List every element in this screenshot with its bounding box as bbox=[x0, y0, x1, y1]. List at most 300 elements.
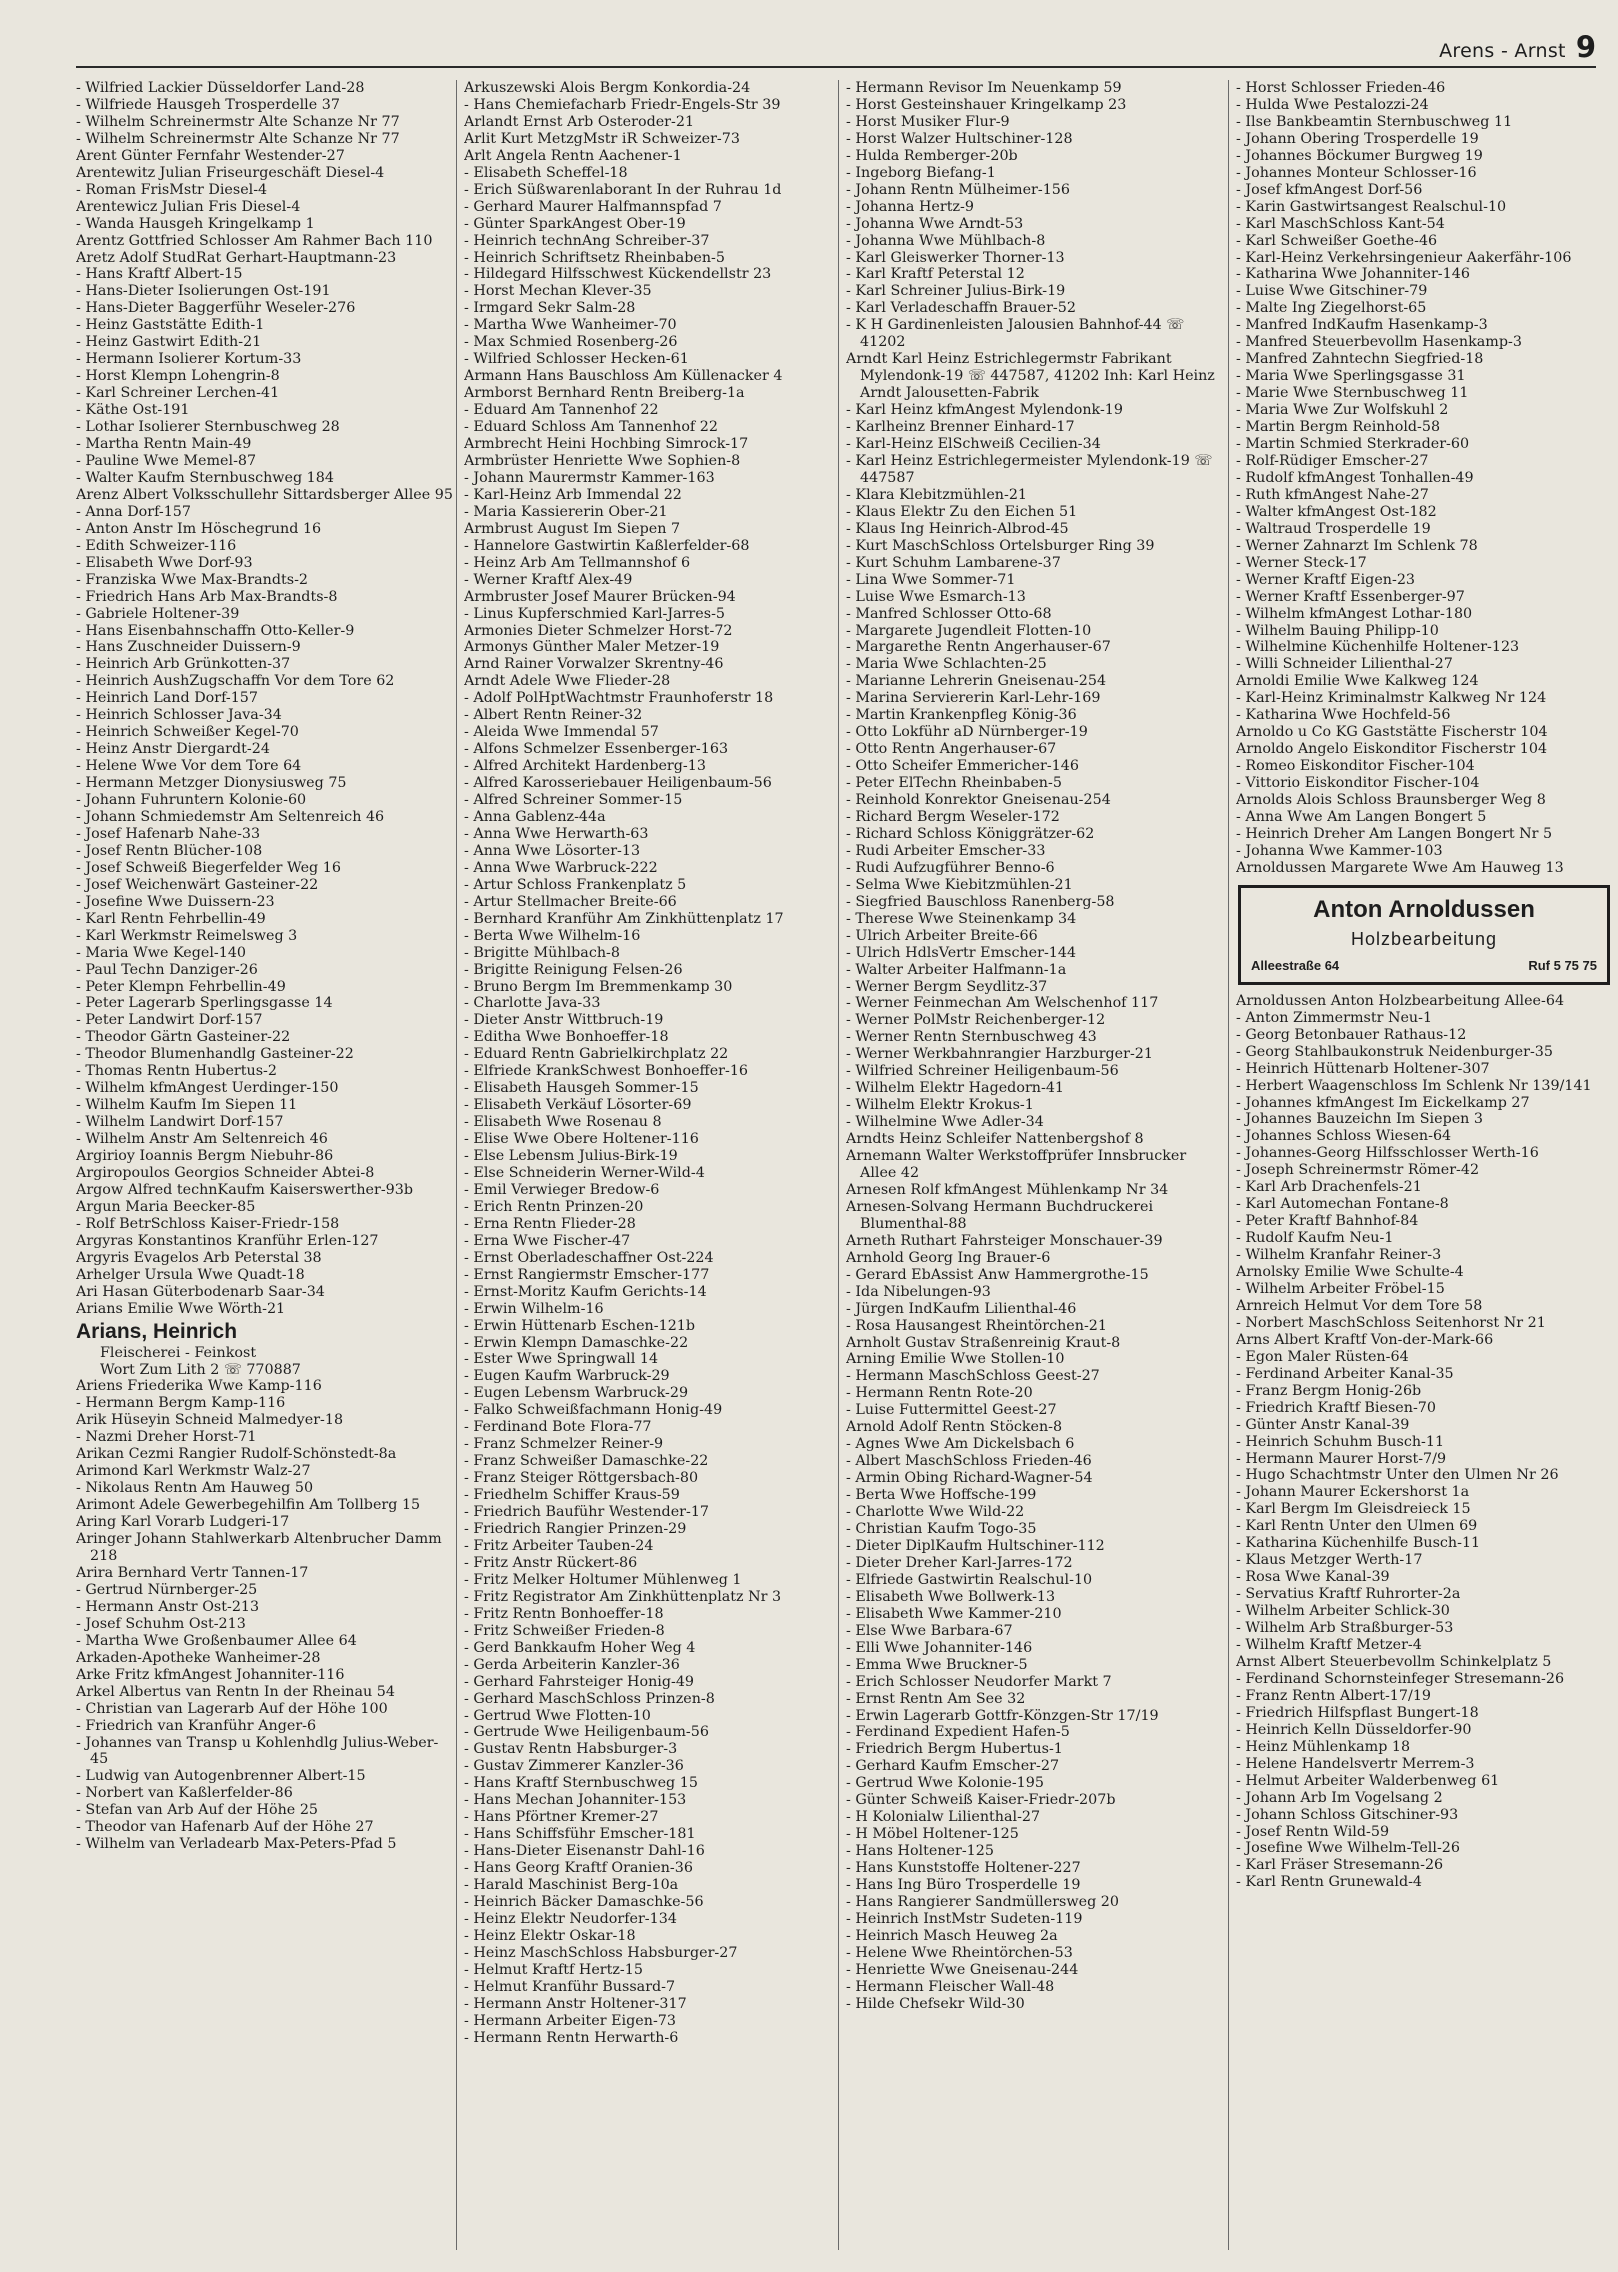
directory-subentry: - Elisabeth Wwe Rosenau 8 bbox=[464, 1114, 844, 1131]
directory-subentry: - Otto Lokführ aD Nürnberger-19 bbox=[846, 724, 1226, 741]
directory-subentry: - Heinrich Hüttenarb Holtener-307 bbox=[1236, 1061, 1616, 1078]
directory-subentry: - Heinz Anstr Diergardt-24 bbox=[76, 741, 456, 758]
directory-subentry: - Günter Schweiß Kaiser-Friedr-207b bbox=[846, 1792, 1226, 1809]
directory-subentry: - Martin Schmied Sterkrader-60 bbox=[1236, 436, 1616, 453]
directory-subentry: - Hildegard Hilfsschwest Kückendellstr 23 bbox=[464, 266, 844, 283]
directory-subentry: - Heinz MaschSchloss Habsburger-27 bbox=[464, 1945, 844, 1962]
directory-subentry: - Wilhelm van Verladearb Max-Peters-Pfad 5 bbox=[76, 1836, 456, 1853]
directory-subentry: - Josef Rentn Wild-59 bbox=[1236, 1824, 1616, 1841]
directory-subentry: - Johanna Wwe Arndt-53 bbox=[846, 216, 1226, 233]
directory-subentry: - Friedrich Hilfspflast Bungert-18 bbox=[1236, 1705, 1616, 1722]
directory-subentry: - Heinz Gastwirt Edith-21 bbox=[76, 334, 456, 351]
directory-subentry: - Karl Heinz kfmAngest Mylendonk-19 bbox=[846, 402, 1226, 419]
directory-subentry: - Wilhelm Schreinermstr Alte Schanze Nr 77 bbox=[76, 131, 456, 148]
directory-subentry: - Hans-Dieter Eisenanstr Dahl-16 bbox=[464, 1843, 844, 1860]
directory-subentry: - Johann Schloss Gitschiner-93 bbox=[1236, 1807, 1616, 1824]
directory-subentry: - Maria Kassiererin Ober-21 bbox=[464, 504, 844, 521]
directory-subentry: - Ulrich Arbeiter Breite-66 bbox=[846, 928, 1226, 945]
directory-subentry: - Edith Schweizer-116 bbox=[76, 538, 456, 555]
directory-subentry: - Johannes Böckumer Burgweg 19 bbox=[1236, 148, 1616, 165]
directory-subentry: - Gustav Rentn Habsburger-3 bbox=[464, 1741, 844, 1758]
directory-subentry: - Johann Fuhruntern Kolonie-60 bbox=[76, 792, 456, 809]
directory-subentry: - Else Wwe Barbara-67 bbox=[846, 1623, 1226, 1640]
directory-subentry: - Servatius Kraftf Ruhrorter-2a bbox=[1236, 1586, 1616, 1603]
directory-subentry: - Günter SparkAngest Ober-19 bbox=[464, 216, 844, 233]
directory-subentry: - Gertrud Nürnberger-25 bbox=[76, 1582, 456, 1599]
directory-subentry: - Hans Chemiefacharb Friedr-Engels-Str 39 bbox=[464, 97, 844, 114]
directory-subentry: - Heinrich InstMstr Sudeten-119 bbox=[846, 1911, 1226, 1928]
directory-subentry: - Armin Obing Richard-Wagner-54 bbox=[846, 1470, 1226, 1487]
directory-subentry: - Gabriele Holtener-39 bbox=[76, 606, 456, 623]
directory-subentry: - Maria Wwe Zur Wolfskuhl 2 bbox=[1236, 402, 1616, 419]
ad-subtitle: Holzbearbeitung bbox=[1350, 928, 1498, 949]
directory-subentry: - Friedrich Kraftf Biesen-70 bbox=[1236, 1400, 1616, 1417]
directory-subentry: - Ernst-Moritz Kaufm Gerichts-14 bbox=[464, 1284, 844, 1301]
directory-subentry: - Hans Schiffsführ Emscher-181 bbox=[464, 1826, 844, 1843]
directory-entry: Arnolsky Emilie Wwe Schulte-4 bbox=[1236, 1264, 1464, 1281]
directory-subentry: - Karlheinz Brenner Einhard-17 bbox=[846, 419, 1226, 436]
directory-subentry: - Lothar Isolierer Sternbuschweg 28 bbox=[76, 419, 456, 436]
directory-entry: Arns Albert Kraftf Von-der-Mark-66 bbox=[1236, 1331, 1494, 1348]
directory-entry: Arira Bernhard Vertr Tannen-17 bbox=[76, 1564, 309, 1581]
directory-subentry: - Margarete Jugendleit Flotten-10 bbox=[846, 623, 1226, 640]
directory-subentry: - Horst Musiker Flur-9 bbox=[846, 114, 1226, 131]
directory-subentry: - Therese Wwe Steinenkamp 34 bbox=[846, 911, 1226, 928]
directory-column-4 bbox=[1236, 80, 1616, 2260]
directory-entry: Arndts Heinz Schleifer Nattenbergshof 8 bbox=[846, 1131, 1144, 1148]
directory-subentry: - Johannes Monteur Schlosser-16 bbox=[1236, 165, 1616, 182]
directory-subentry: - Agnes Wwe Am Dickelsbach 6 bbox=[846, 1436, 1226, 1453]
directory-subentry: - Josef kfmAngest Dorf-56 bbox=[1236, 182, 1616, 199]
directory-subentry: - Harald Maschinist Berg-10a bbox=[464, 1877, 844, 1894]
directory-subentry: - Friedrich Rangier Prinzen-29 bbox=[464, 1521, 844, 1538]
directory-subentry: - Luise Futtermittel Geest-27 bbox=[846, 1402, 1226, 1419]
directory-subentry: - Wilhelm kfmAngest Uerdinger-150 bbox=[76, 1080, 456, 1097]
directory-entry: Arke Fritz kfmAngest Johanniter-116 bbox=[76, 1666, 345, 1683]
directory-subentry: - Christian van Lagerarb Auf der Höhe 100 bbox=[76, 1701, 456, 1718]
directory-subentry: - Josefine Wwe Duissern-23 bbox=[76, 894, 456, 911]
advertisement-box bbox=[1238, 885, 1610, 985]
directory-entry: Argyris Evagelos Arb Peterstal 38 bbox=[76, 1249, 322, 1266]
directory-subentry: - Wilhelm Elektr Krokus-1 bbox=[846, 1097, 1226, 1114]
directory-subentry: - Johann Obering Trosperdelle 19 bbox=[1236, 131, 1616, 148]
directory-subentry: - Irmgard Sekr Salm-28 bbox=[464, 300, 844, 317]
directory-subentry: - Karl Schreiner Julius-Birk-19 bbox=[846, 283, 1226, 300]
directory-entry: Arnholt Gustav Straßenreinig Kraut-8 bbox=[846, 1334, 1121, 1351]
directory-subentry: - Georg Betonbauer Rathaus-12 bbox=[1236, 1027, 1616, 1044]
directory-subentry: - K H Gardinenleisten Jalousien Bahnhof-44 ☏ 41202 bbox=[846, 317, 1226, 351]
directory-subentry: - Karl Gleiswerker Thorner-13 bbox=[846, 250, 1226, 267]
directory-subentry: - Martin Bergm Reinhold-58 bbox=[1236, 419, 1616, 436]
directory-subentry: - Johann Arb Im Vogelsang 2 bbox=[1236, 1790, 1616, 1807]
directory-subentry: - Gerhard Kaufm Emscher-27 bbox=[846, 1758, 1226, 1775]
directory-subentry: - Thomas Rentn Hubertus-2 bbox=[76, 1063, 456, 1080]
directory-subentry: - Malte Ing Ziegelhorst-65 bbox=[1236, 300, 1616, 317]
directory-entry: Arndt Karl Heinz Estrichlegermstr Fabrikant Mylendonk-19 ☏ 447587, 41202 Inh: Karl Heinz Arndt Jalousetten-Fabrik bbox=[846, 351, 1220, 402]
directory-subentry: - Elisabeth Hausgeh Sommer-15 bbox=[464, 1080, 844, 1097]
directory-subentry: - Martin Krankenpfleg König-36 bbox=[846, 707, 1226, 724]
directory-subentry: - Norbert MaschSchloss Seitenhorst Nr 21 bbox=[1236, 1315, 1616, 1332]
directory-subentry: - Joseph Schreinermstr Römer-42 bbox=[1236, 1162, 1616, 1179]
directory-subentry: - Ludwig van Autogenbrenner Albert-15 bbox=[76, 1768, 456, 1785]
directory-subentry: - Hans Kunststoffe Holtener-227 bbox=[846, 1860, 1226, 1877]
directory-subentry: - Ferdinand Schornsteinfeger Stresemann-26 bbox=[1236, 1671, 1616, 1688]
directory-subentry: - Karl Bergm Im Gleisdreieck 15 bbox=[1236, 1501, 1616, 1518]
directory-subentry: - Heinrich Masch Heuweg 2a bbox=[846, 1928, 1226, 1945]
ad-address: Alleestraße 64 bbox=[1251, 957, 1340, 973]
directory-subentry: - Roman FrisMstr Diesel-4 bbox=[76, 182, 456, 199]
directory-subentry: - Hannelore Gastwirtin Kaßlerfelder-68 bbox=[464, 538, 844, 555]
directory-subentry: - Gerhard Maurer Halfmannspfad 7 bbox=[464, 199, 844, 216]
directory-subentry: - Heinrich technAng Schreiber-37 bbox=[464, 233, 844, 250]
directory-subentry: - Peter ElTechn Rheinbaben-5 bbox=[846, 775, 1226, 792]
directory-subentry: - H Möbel Holtener-125 bbox=[846, 1826, 1226, 1843]
directory-subentry: - Werner Rentn Sternbuschweg 43 bbox=[846, 1029, 1226, 1046]
directory-subentry: - Bruno Bergm Im Bremmenkamp 30 bbox=[464, 979, 844, 996]
directory-subentry: - Horst Mechan Klever-35 bbox=[464, 283, 844, 300]
directory-subentry: - Hans Ing Büro Trosperdelle 19 bbox=[846, 1877, 1226, 1894]
directory-subentry: - Elli Wwe Johanniter-146 bbox=[846, 1640, 1226, 1657]
directory-subentry: - Peter Lagerarb Sperlingsgasse 14 bbox=[76, 995, 456, 1012]
directory-subentry: - Christian Kaufm Togo-35 bbox=[846, 1521, 1226, 1538]
column-divider bbox=[838, 80, 839, 2250]
directory-subentry: - Hermann Fleischer Wall-48 bbox=[846, 1979, 1226, 1996]
directory-subentry: - Albert MaschSchloss Frieden-46 bbox=[846, 1453, 1226, 1470]
directory-subentry: - Anton Anstr Im Höschegrund 16 bbox=[76, 521, 456, 538]
directory-subentry: - Peter Kraftf Bahnhof-84 bbox=[1236, 1213, 1616, 1230]
ad-phone: Ruf 5 75 75 bbox=[1528, 957, 1597, 973]
directory-subentry: - Ferdinand Expedient Hafen-5 bbox=[846, 1724, 1226, 1741]
directory-subentry: - Egon Maler Rüsten-64 bbox=[1236, 1349, 1616, 1366]
directory-subentry: - Anna Wwe Herwarth-63 bbox=[464, 826, 844, 843]
directory-entry: Aring Karl Vorarb Ludgeri-17 bbox=[76, 1514, 290, 1531]
directory-subentry: - Karl Arb Drachenfels-21 bbox=[1236, 1179, 1616, 1196]
directory-entry: Arning Emilie Wwe Stollen-10 bbox=[846, 1351, 1065, 1368]
directory-subentry: - Falko Schweißfachmann Honig-49 bbox=[464, 1402, 844, 1419]
directory-subentry: - Karl-Heinz Verkehrsingenieur Aakerfähr-106 bbox=[1236, 250, 1616, 267]
directory-subentry: - Alfred Karosseriebauer Heiligenbaum-56 bbox=[464, 775, 844, 792]
directory-subentry: - Luise Wwe Esmarch-13 bbox=[846, 589, 1226, 606]
directory-subentry: - Emma Wwe Bruckner-5 bbox=[846, 1657, 1226, 1674]
directory-subentry: - Brigitte Reinigung Felsen-26 bbox=[464, 962, 844, 979]
directory-subentry: - Werner Kraftf Alex-49 bbox=[464, 572, 844, 589]
directory-subentry: - Rudi Arbeiter Emscher-33 bbox=[846, 843, 1226, 860]
directory-subentry: - Werner Kraftf Essenberger-97 bbox=[1236, 589, 1616, 606]
directory-subentry: - Karl-Heinz Kriminalmstr Kalkweg Nr 124 bbox=[1236, 690, 1616, 707]
directory-subentry: - Karin Gastwirtsangest Realschul-10 bbox=[1236, 199, 1616, 216]
directory-subentry: - Anna Wwe Warbruck-222 bbox=[464, 860, 844, 877]
directory-subentry: - Johannes Schloss Wiesen-64 bbox=[1236, 1128, 1616, 1145]
directory-subentry: - Nazmi Dreher Horst-71 bbox=[76, 1429, 456, 1446]
directory-subentry: - Käthe Ost-191 bbox=[76, 402, 456, 419]
directory-subentry: - Gerhard Fahrsteiger Honig-49 bbox=[464, 1674, 844, 1691]
directory-subentry: - Johannes van Transp u Kohlenhdlg Julius-Weber-45 bbox=[76, 1735, 456, 1769]
directory-subentry: - Martha Wwe Großenbaumer Allee 64 bbox=[76, 1633, 456, 1650]
directory-subentry: - Heinrich Dreher Am Langen Bongert Nr 5 bbox=[1236, 826, 1616, 843]
directory-subentry: - Hermann Bergm Kamp-116 bbox=[76, 1395, 456, 1412]
directory-subentry: - Erwin Hüttenarb Eschen-121b bbox=[464, 1318, 844, 1335]
directory-entry: Arnesen Rolf kfmAngest Mühlenkamp Nr 34 bbox=[846, 1181, 1169, 1198]
directory-subentry: - Helmut Kraftf Hertz-15 bbox=[464, 1962, 844, 1979]
directory-subentry: - Hermann MaschSchloss Geest-27 bbox=[846, 1368, 1226, 1385]
directory-subentry: - Wilhelm Arbeiter Schlick-30 bbox=[1236, 1603, 1616, 1620]
directory-subentry: - Gerhard MaschSchloss Prinzen-8 bbox=[464, 1691, 844, 1708]
directory-subentry: - Hans Mechan Johanniter-153 bbox=[464, 1792, 844, 1809]
directory-subentry: - Elisabeth Verkäuf Lösorter-69 bbox=[464, 1097, 844, 1114]
directory-subentry: - Elfriede KrankSchwest Bonhoeffer-16 bbox=[464, 1063, 844, 1080]
directory-subentry: - Martha Wwe Wanheimer-70 bbox=[464, 317, 844, 334]
directory-entry: Arnoldo Angelo Eiskonditor Fischerstr 104 bbox=[1236, 741, 1548, 758]
directory-subentry: - Wilhelm Kranfahr Reiner-3 bbox=[1236, 1247, 1616, 1264]
directory-subentry: - Waltraud Trosperdelle 19 bbox=[1236, 521, 1616, 538]
directory-subentry: - Brigitte Mühlbach-8 bbox=[464, 945, 844, 962]
directory-subentry: - Rudi Aufzugführer Benno-6 bbox=[846, 860, 1226, 877]
directory-subentry: - Heinrich Schriftsetz Rheinbaben-5 bbox=[464, 250, 844, 267]
directory-subentry: - Wilhelm kfmAngest Lothar-180 bbox=[1236, 606, 1616, 623]
directory-subentry: - Wilhelmine Küchenhilfe Holtener-123 bbox=[1236, 639, 1616, 656]
directory-subentry: - Dieter DiplKaufm Hultschiner-112 bbox=[846, 1538, 1226, 1555]
directory-subentry: - Norbert van Kaßlerfelder-86 bbox=[76, 1785, 456, 1802]
directory-entry: Argow Alfred technKaufm Kaiserswerther-93b bbox=[76, 1181, 414, 1198]
directory-entry: Aringer Johann Stahlwerkarb Altenbrucher Damm 218 bbox=[76, 1531, 447, 1565]
directory-entry: Arnhold Georg Ing Brauer-6 bbox=[846, 1249, 1051, 1266]
directory-entry: Ariens Friederika Wwe Kamp-116 bbox=[76, 1378, 322, 1395]
directory-entry: Argiropoulos Georgios Schneider Abtei-8 bbox=[76, 1165, 375, 1181]
directory-subentry: - Werner PolMstr Reichenberger-12 bbox=[846, 1012, 1226, 1029]
directory-subentry: - Hans Pförtner Kremer-27 bbox=[464, 1809, 844, 1826]
directory-subentry: - Wilfried Lackier Düsseldorfer Land-28 bbox=[76, 80, 456, 97]
directory-subentry: - Wilhelm Anstr Am Seltenreich 46 bbox=[76, 1131, 456, 1148]
directory-entry: Arlit Kurt MetzgMstr iR Schweizer-73 bbox=[464, 130, 740, 147]
directory-entry: Arentewitz Julian Friseurgeschäft Diesel-4 bbox=[76, 164, 385, 181]
directory-subentry: - Hans-Dieter Baggerführ Weseler-276 bbox=[76, 300, 456, 317]
directory-subentry: - Manfred IndKaufm Hasenkamp-3 bbox=[1236, 317, 1616, 334]
directory-subentry: - Eduard Schloss Am Tannenhof 22 bbox=[464, 419, 844, 436]
directory-subentry: - Otto Scheifer Emmericher-146 bbox=[846, 758, 1226, 775]
directory-subentry: - Ferdinand Bote Flora-77 bbox=[464, 1419, 844, 1436]
directory-subentry: - Katharina Wwe Hochfeld-56 bbox=[1236, 707, 1616, 724]
directory-subentry: - Gertrud Wwe Flotten-10 bbox=[464, 1708, 844, 1725]
directory-subentry: - Henriette Wwe Gneisenau-244 bbox=[846, 1962, 1226, 1979]
directory-subentry: - Max Schmied Rosenberg-26 bbox=[464, 334, 844, 351]
directory-subentry: - Artur Stellmacher Breite-66 bbox=[464, 894, 844, 911]
directory-subentry: - Siegfried Bauschloss Ranenberg-58 bbox=[846, 894, 1226, 911]
directory-subentry: - Heinz Arb Am Tellmannshof 6 bbox=[464, 555, 844, 572]
directory-entry: Wort Zum Lith 2 ☏ 770887 bbox=[100, 1361, 301, 1378]
directory-subentry: - Hermann Isolierer Kortum-33 bbox=[76, 351, 456, 368]
directory-subentry: - Theodor Blumenhandlg Gasteiner-22 bbox=[76, 1046, 456, 1063]
directory-subentry: - Erwin Lagerarb Gottfr-Könzgen-Str 17/19 bbox=[846, 1708, 1226, 1725]
directory-subentry: - Wilfried Schreiner Heiligenbaum-56 bbox=[846, 1063, 1226, 1080]
directory-subentry: - Berta Wwe Hoffsche-199 bbox=[846, 1487, 1226, 1504]
directory-subentry: - Johanna Hertz-9 bbox=[846, 199, 1226, 216]
directory-subentry: - Klaus Elektr Zu den Eichen 51 bbox=[846, 504, 1226, 521]
directory-subentry: - Erna Rentn Flieder-28 bbox=[464, 1216, 844, 1233]
directory-subentry: - Maria Wwe Kegel-140 bbox=[76, 945, 456, 962]
directory-subentry: - Artur Schloss Frankenplatz 5 bbox=[464, 877, 844, 894]
directory-subentry: - Anna Dorf-157 bbox=[76, 504, 456, 521]
directory-column-1 bbox=[76, 80, 456, 2260]
directory-subentry: - Ernst Rentn Am See 32 bbox=[846, 1691, 1226, 1708]
directory-entry: Ari Hasan Güterbodenarb Saar-34 bbox=[76, 1283, 325, 1300]
directory-subentry: - Gerda Arbeiterin Kanzler-36 bbox=[464, 1657, 844, 1674]
directory-entry: Arnoldo u Co KG Gaststätte Fischerstr 104 bbox=[1236, 724, 1548, 741]
directory-subentry: - Margarethe Rentn Angerhauser-67 bbox=[846, 639, 1226, 656]
directory-subentry: - Ferdinand Arbeiter Kanal-35 bbox=[1236, 1366, 1616, 1383]
directory-subentry: - Wilhelm Landwirt Dorf-157 bbox=[76, 1114, 456, 1131]
directory-subentry: - Karl Fräser Stresemann-26 bbox=[1236, 1857, 1616, 1874]
directory-subentry: - Franz Bergm Honig-26b bbox=[1236, 1383, 1616, 1400]
directory-subentry: - Helene Wwe Rheintörchen-53 bbox=[846, 1945, 1226, 1962]
directory-entry: Armbruster Josef Maurer Brücken-94 bbox=[464, 588, 736, 605]
directory-subentry: - Karl Rentn Fehrbellin-49 bbox=[76, 911, 456, 928]
directory-subentry: - Hermann Revisor Im Neuenkamp 59 bbox=[846, 80, 1226, 97]
directory-subentry: - Werner Steck-17 bbox=[1236, 555, 1616, 572]
directory-entry: Arentewicz Julian Fris Diesel-4 bbox=[76, 198, 301, 215]
directory-subentry: - Heinrich Bäcker Damaschke-56 bbox=[464, 1894, 844, 1911]
directory-entry: Armborst Bernhard Rentn Breiberg-1a bbox=[464, 385, 745, 402]
directory-subentry: - Alfons Schmelzer Essenberger-163 bbox=[464, 741, 844, 758]
directory-subentry: - Katharina Küchenhilfe Busch-11 bbox=[1236, 1535, 1616, 1552]
directory-subentry: - Vittorio Eiskonditor Fischer-104 bbox=[1236, 775, 1616, 792]
directory-subentry: - Hans Kraftf Albert-15 bbox=[76, 266, 456, 283]
directory-entry: Arkuszewski Alois Bergm Konkordia-24 bbox=[464, 80, 751, 96]
directory-subentry: - Otto Rentn Angerhauser-67 bbox=[846, 741, 1226, 758]
directory-entry: Argirioy Ioannis Bergm Niebuhr-86 bbox=[76, 1148, 334, 1165]
directory-subentry: - Hermann Anstr Ost-213 bbox=[76, 1599, 456, 1616]
directory-subentry: - Herbert Waagenschloss Im Schlenk Nr 139/141 bbox=[1236, 1078, 1616, 1095]
directory-subentry: - Hermann Metzger Dionysiusweg 75 bbox=[76, 775, 456, 792]
directory-subentry: - Wilhelm Kaufm Im Siepen 11 bbox=[76, 1097, 456, 1114]
directory-entry: Arnold Adolf Rentn Stöcken-8 bbox=[846, 1419, 1063, 1436]
directory-subentry: - Ester Wwe Springwall 14 bbox=[464, 1351, 844, 1368]
directory-subentry: - Heinrich Schweißer Kegel-70 bbox=[76, 724, 456, 741]
directory-subentry: - Ruth kfmAngest Nahe-27 bbox=[1236, 487, 1616, 504]
directory-subentry: - Karl Heinz Estrichlegermeister Mylendonk-19 ☏ 447587 bbox=[846, 453, 1226, 487]
directory-subentry: - Günter Anstr Kanal-39 bbox=[1236, 1417, 1616, 1434]
directory-subentry: - Rosa Hausangest Rheintörchen-21 bbox=[846, 1318, 1226, 1335]
directory-subentry: - Wilhelm Elektr Hagedorn-41 bbox=[846, 1080, 1226, 1097]
directory-subentry: - Hulda Remberger-20b bbox=[846, 148, 1226, 165]
directory-subentry: - Horst Schlosser Frieden-46 bbox=[1236, 80, 1616, 97]
directory-subentry: - Fritz Schweißer Frieden-8 bbox=[464, 1623, 844, 1640]
directory-subentry: - Friedrich van Kranführ Anger-6 bbox=[76, 1718, 456, 1735]
directory-subentry: - Friedrich Bauführ Westender-17 bbox=[464, 1504, 844, 1521]
directory-subentry: - Wilfried Schlosser Hecken-61 bbox=[464, 351, 844, 368]
directory-entry: Arnemann Walter Werkstoffprüfer Innsbrucker Allee 42 bbox=[846, 1148, 1191, 1181]
directory-subentry: - Erna Wwe Fischer-47 bbox=[464, 1233, 844, 1250]
directory-subentry: - Dieter Dreher Karl-Jarres-172 bbox=[846, 1555, 1226, 1572]
directory-entry: Fleischerei - Feinkost bbox=[100, 1344, 257, 1361]
directory-subentry: - Rudolf kfmAngest Tonhallen-49 bbox=[1236, 470, 1616, 487]
directory-subentry: - Albert Rentn Reiner-32 bbox=[464, 707, 844, 724]
directory-subentry: - Erich Rentn Prinzen-20 bbox=[464, 1199, 844, 1216]
header-rule bbox=[76, 66, 1596, 68]
directory-entry: Arnreich Helmut Vor dem Tore 58 bbox=[1236, 1297, 1483, 1314]
directory-entry: Arkel Albertus van Rentn In der Rheinau 54 bbox=[76, 1683, 395, 1700]
directory-subentry: - Linus Kupferschmied Karl-Jarres-5 bbox=[464, 606, 844, 623]
directory-subentry: - Gerard EbAssist Anw Hammergrothe-15 bbox=[846, 1267, 1226, 1284]
directory-subentry: - Johanna Wwe Mühlbach-8 bbox=[846, 233, 1226, 250]
directory-subentry: - Wanda Hausgeh Kringelkamp 1 bbox=[76, 216, 456, 233]
directory-subentry: - Werner Zahnarzt Im Schlenk 78 bbox=[1236, 538, 1616, 555]
directory-entry: Arnd Rainer Vorwalzer Skrentny-46 bbox=[464, 656, 724, 673]
directory-subentry: - Josefine Wwe Wilhelm-Tell-26 bbox=[1236, 1840, 1616, 1857]
directory-subentry: - Wilhelm Arbeiter Fröbel-15 bbox=[1236, 1281, 1616, 1298]
directory-subentry: - Franz Schweißer Damaschke-22 bbox=[464, 1453, 844, 1470]
directory-subentry: - Heinrich AushZugschaffn Vor dem Tore 62 bbox=[76, 673, 456, 690]
directory-subentry: - Josef Schuhm Ost-213 bbox=[76, 1616, 456, 1633]
directory-subentry: - Fritz Arbeiter Tauben-24 bbox=[464, 1538, 844, 1555]
directory-column-3 bbox=[846, 80, 1226, 2260]
directory-subentry: - Heinrich Land Dorf-157 bbox=[76, 690, 456, 707]
directory-subentry: - Ulrich HdlsVertr Emscher-144 bbox=[846, 945, 1226, 962]
directory-subentry: - Wilhelm Schreinermstr Alte Schanze Nr 77 bbox=[76, 114, 456, 131]
directory-subentry: - Friedhelm Schiffer Kraus-59 bbox=[464, 1487, 844, 1504]
directory-entry: Arlandt Ernst Arb Osteroder-21 bbox=[464, 113, 695, 130]
directory-entry: Arlt Angela Rentn Aachener-1 bbox=[464, 147, 682, 164]
directory-subentry: - Theodor van Hafenarb Auf der Höhe 27 bbox=[76, 1819, 456, 1836]
directory-subentry: - Ilse Bankbeamtin Sternbuschweg 11 bbox=[1236, 114, 1616, 131]
directory-subentry: - Johann Rentn Mülheimer-156 bbox=[846, 182, 1226, 199]
directory-subentry: - Werner Kraftf Eigen-23 bbox=[1236, 572, 1616, 589]
directory-subentry: - Horst Walzer Hultschiner-128 bbox=[846, 131, 1226, 148]
directory-subentry: - Johann Maurer Eckershorst 1a bbox=[1236, 1484, 1616, 1501]
directory-subentry: - Luise Wwe Gitschiner-79 bbox=[1236, 283, 1616, 300]
directory-subentry: - Helene Handelsvertr Merrem-3 bbox=[1236, 1756, 1616, 1773]
directory-subentry: - Horst Klempn Lohengrin-8 bbox=[76, 368, 456, 385]
directory-subentry: - Wilhelmine Wwe Adler-34 bbox=[846, 1114, 1226, 1131]
directory-subentry: - Richard Bergm Weseler-172 bbox=[846, 809, 1226, 826]
directory-subentry: - Martha Rentn Main-49 bbox=[76, 436, 456, 453]
directory-subentry: - Heinz Gaststätte Edith-1 bbox=[76, 317, 456, 334]
directory-column-2 bbox=[464, 80, 844, 2260]
directory-subentry: - Klaus Metzger Werth-17 bbox=[1236, 1552, 1616, 1569]
directory-subentry: - Karl Rentn Unter den Ulmen 69 bbox=[1236, 1518, 1616, 1535]
directory-subentry: - Emil Verwieger Bredow-6 bbox=[464, 1182, 844, 1199]
directory-subentry: - Helene Wwe Vor dem Tore 64 bbox=[76, 758, 456, 775]
directory-entry: Arnoldussen Margarete Wwe Am Hauweg 13 bbox=[1236, 859, 1564, 876]
directory-subentry: - Josef Hafenarb Nahe-33 bbox=[76, 826, 456, 843]
page-header bbox=[1439, 30, 1596, 64]
directory-subentry: - Karl-Heinz ElSchweiß Cecilien-34 bbox=[846, 436, 1226, 453]
directory-subentry: - Wilhelm Arb Straßburger-53 bbox=[1236, 1620, 1616, 1637]
directory-subentry: - Marina Serviererin Karl-Lehr-169 bbox=[846, 690, 1226, 707]
directory-subentry: - Katharina Wwe Johanniter-146 bbox=[1236, 266, 1616, 283]
directory-subentry: - Heinrich Schuhm Busch-11 bbox=[1236, 1434, 1616, 1451]
directory-entry: Arneth Ruthart Fahrsteiger Monschauer-39 bbox=[846, 1232, 1163, 1249]
directory-subentry: - Horst Gesteinshauer Kringelkamp 23 bbox=[846, 97, 1226, 114]
directory-subentry: - Alfred Architekt Hardenberg-13 bbox=[464, 758, 844, 775]
directory-subentry: - Hans Rangierer Sandmüllersweg 20 bbox=[846, 1894, 1226, 1911]
directory-subentry: - Editha Wwe Bonhoeffer-18 bbox=[464, 1029, 844, 1046]
directory-subentry: - Anna Wwe Lösorter-13 bbox=[464, 843, 844, 860]
directory-subentry: - Nikolaus Rentn Am Hauweg 50 bbox=[76, 1480, 456, 1497]
ad-company-name: Anton Arnoldussen bbox=[1313, 895, 1535, 923]
directory-subentry: - Franziska Wwe Max-Brandts-2 bbox=[76, 572, 456, 589]
directory-entry: Armonies Dieter Schmelzer Horst-72 bbox=[464, 622, 733, 639]
directory-subentry: - Johannes-Georg Hilfsschlosser Werth-16 bbox=[1236, 1145, 1616, 1162]
directory-subentry: - Paul Techn Danziger-26 bbox=[76, 962, 456, 979]
directory-subentry: - Hans-Dieter Isolierungen Ost-191 bbox=[76, 283, 456, 300]
directory-subentry: - Johanna Wwe Kammer-103 bbox=[1236, 843, 1616, 860]
directory-entry: Armonys Günther Maler Metzer-19 bbox=[464, 639, 720, 656]
directory-entry: Arnolds Alois Schloss Braunsberger Weg 8 bbox=[1236, 792, 1546, 809]
directory-subentry: - Rolf BetrSchloss Kaiser-Friedr-158 bbox=[76, 1216, 456, 1233]
directory-subentry: - Bernhard Kranführ Am Zinkhüttenplatz 17 bbox=[464, 911, 844, 928]
directory-entry: Armbrüster Henriette Wwe Sophien-8 bbox=[464, 452, 741, 469]
directory-subentry: - Anton Zimmermstr Neu-1 bbox=[1236, 1010, 1616, 1027]
